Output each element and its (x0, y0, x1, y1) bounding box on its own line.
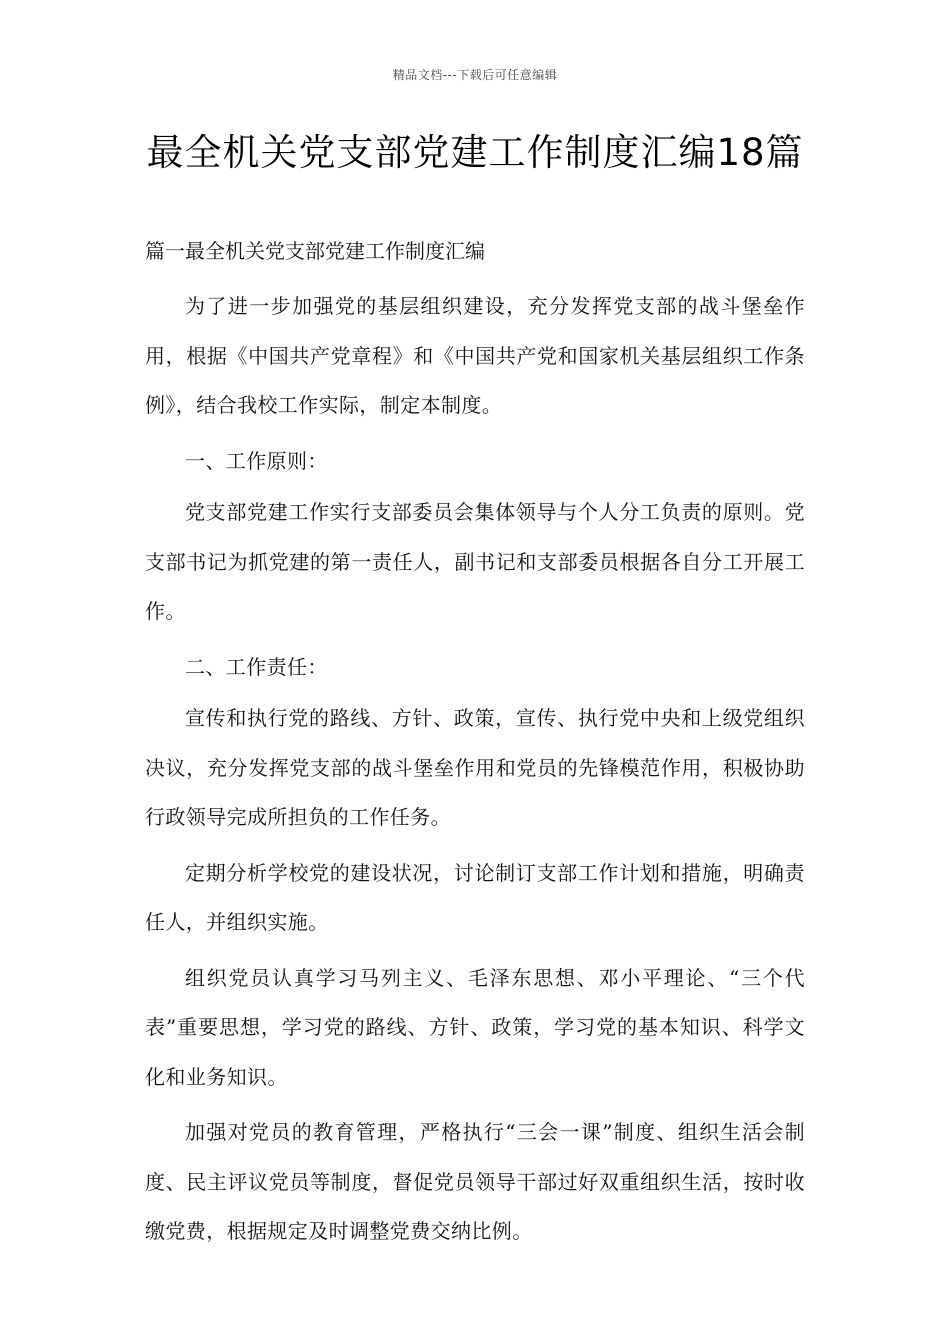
document-body (145, 282, 805, 1263)
paragraph-responsibility-1: 宣传和执行党的路线、方针、政策，宣传、执行党中央和上级党组织决议，充分发挥党支部的战斗堡垒作用和党员的先锋模范作用，积极协助行政领导完成所担负的工作任务。 (145, 706, 805, 829)
paragraph-intro: 为了进一步加强党的基层组织建设，充分发挥党支部的战斗堡垒作用，根据《中国共产党章程》和《中国共产党和国家机关基层组织工作条例》，结合我校工作实际，制定本制度。 (145, 294, 805, 417)
paragraph-responsibility-4: 加强对党员的教育管理，严格执行“三会一课”制度、组织生活会制度、民主评议党员等制度，督促党员领导干部过好双重组织生活，按时收缴党费，根据规定及时调整党费交纳比例。 (145, 1120, 805, 1243)
section-heading-responsibilities: 二、工作责任： (185, 654, 328, 679)
section-subtitle: 篇一最全机关党支部党建工作制度汇编 (145, 239, 485, 263)
document-title: 最全机关党支部党建工作制度汇编18篇 (146, 131, 804, 174)
header-note: 精品文档---下载后可任意编辑 (392, 68, 558, 82)
paragraph-responsibility-3: 组织党员认真学习马列主义、毛泽东思想、邓小平理论、“三个代表”重要思想，学习党的路线、方针、政策，学习党的基本知识、科学文化和业务知识。 (145, 965, 805, 1089)
section-heading-principles: 一、工作原则： (185, 448, 328, 473)
paragraph-responsibility-2: 定期分析学校党的建设状况，讨论制订支部工作计划和措施，明确责任人，并组织实施。 (145, 860, 805, 934)
paragraph-principles: 党支部党建工作实行支部委员会集体领导与个人分工负责的原则。党支部书记为抓党建的第一责任人，副书记和支部委员根据各自分工开展工作。 (145, 500, 805, 623)
